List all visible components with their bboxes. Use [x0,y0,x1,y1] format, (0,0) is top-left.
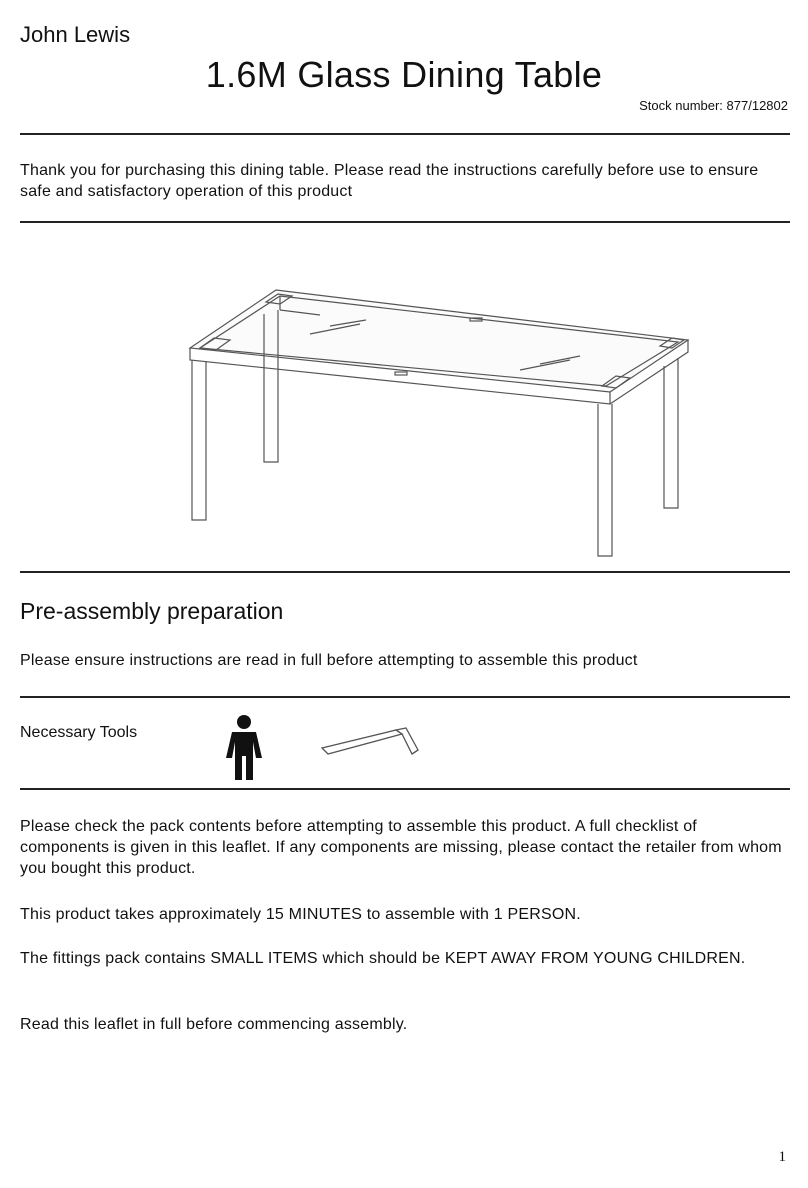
assembly-time-text: This product takes approximately 15 MINUTES to assemble with 1 PERSON. [20,906,581,923]
section-heading: Pre-assembly preparation [20,598,284,624]
person-icon [222,714,266,782]
brand-name: John Lewis [20,22,131,47]
intro-text: Thank you for purchasing this dining table. Please read the instructions carefully before use to ensure safe and satisfactory operation of this product [20,162,759,200]
pre-assembly-note: Please ensure instructions are read in full before attempting to assemble this product [20,652,638,669]
read-leaflet-text: Read this leaflet in full before commencing assembly. [20,1016,408,1033]
divider-tools [20,788,790,790]
small-items-warning: The fittings pack contains SMALL ITEMS which should be KEPT AWAY FROM YOUNG CHILDREN. [20,950,746,967]
pack-check-text: Please check the pack contents before attempting to assemble this product. A full checklist of components is given in this leaflet. If any components are missing, please contact the retailer from whom you bought this product. [20,818,782,877]
page-number: 1 [778,1149,786,1165]
page-title: 1.6M Glass Dining Table [205,54,603,95]
dining-table-illustration [180,280,700,565]
divider-top [20,133,790,135]
tools-label: Necessary Tools [20,724,138,741]
divider-intro [20,221,790,223]
divider-preassembly [20,696,790,698]
allen-key-icon [318,724,422,758]
stock-number: Stock number: 877/12802 [639,98,788,113]
divider-illustration [20,571,790,573]
